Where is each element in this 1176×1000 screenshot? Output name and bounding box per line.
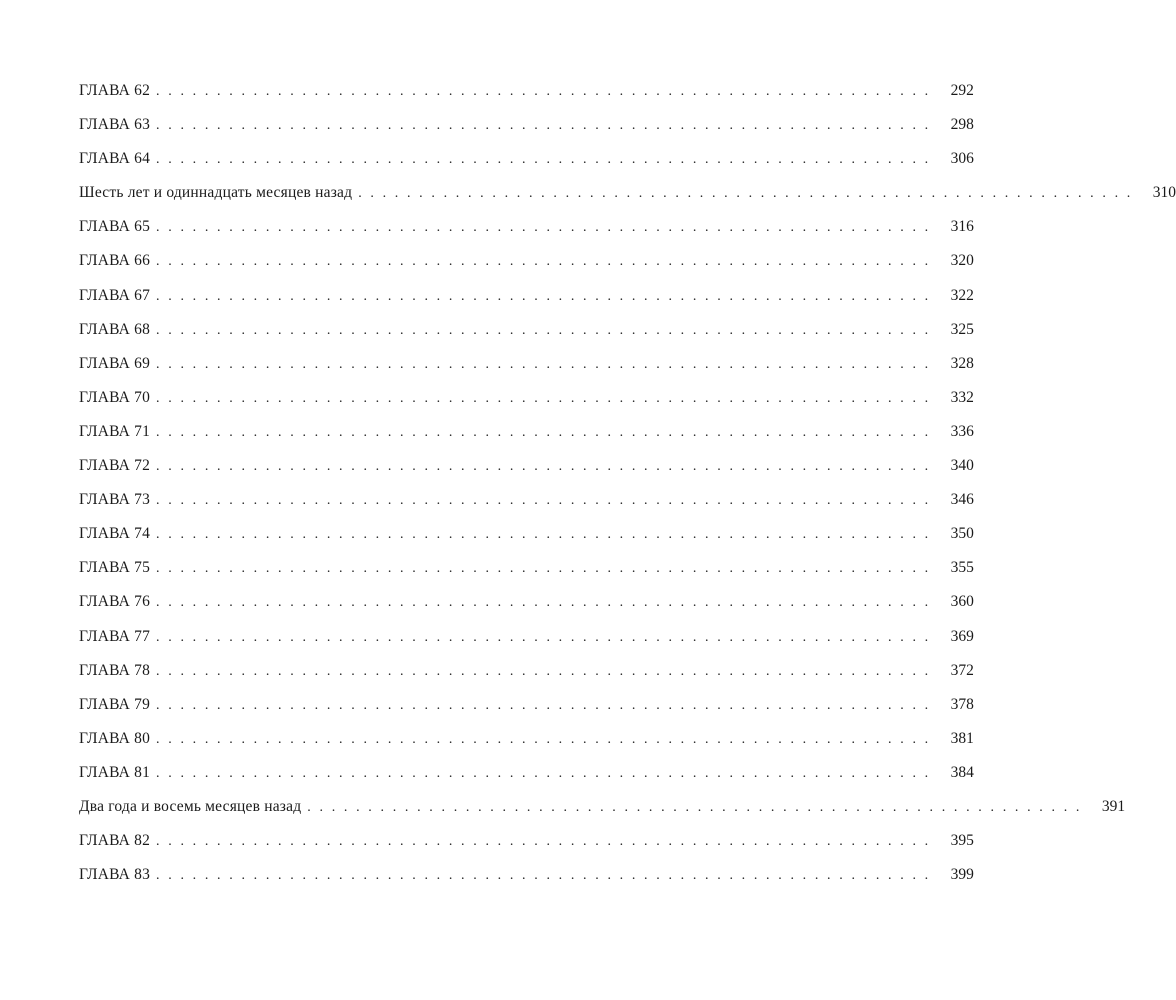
dot-leader: ................................................................ — [307, 799, 1089, 815]
toc-entry — [79, 692, 974, 726]
toc-entry-page: 298 — [950, 116, 974, 134]
dot-leader: ................................................................ — [156, 424, 937, 440]
toc-entry-title: ГЛАВА 63 — [79, 116, 151, 134]
dot-leader: ................................................................ — [156, 765, 937, 781]
toc-entry — [79, 214, 974, 248]
toc-entry — [79, 180, 1176, 214]
dot-leader: ................................................................ — [156, 561, 937, 577]
toc-entry-page: 391 — [1101, 797, 1126, 815]
dot-leader: ................................................................ — [156, 84, 937, 99]
toc-entry-page: 325 — [950, 320, 974, 338]
toc-entry — [79, 283, 974, 317]
toc-entry-title: ГЛАВА 81 — [79, 763, 151, 781]
toc-entry-title: ГЛАВА 62 — [79, 82, 151, 99]
dot-leader: ................................................................ — [156, 527, 937, 543]
toc-entry — [79, 351, 974, 385]
toc-entry — [79, 385, 974, 419]
toc-entry — [79, 589, 974, 623]
toc-entry-title: Шесть лет и одиннадцать месяцев назад — [79, 184, 353, 202]
toc-entry-title: ГЛАВА 68 — [79, 320, 151, 338]
dot-leader: ................................................................ — [156, 731, 937, 747]
toc-entry-title: ГЛАВА 75 — [79, 559, 151, 577]
toc-entry-title: ГЛАВА 70 — [79, 388, 151, 406]
toc-entry-title: ГЛАВА 65 — [79, 218, 151, 236]
toc-entry-title: ГЛАВА 77 — [79, 627, 151, 645]
toc-entry-title: Два года и восемь месяцев назад — [79, 797, 302, 815]
toc-entry-page: 360 — [950, 593, 974, 611]
dot-leader: ................................................................ — [156, 868, 937, 884]
dot-leader: ................................................................ — [156, 152, 937, 168]
dot-leader: ................................................................ — [156, 390, 937, 406]
toc-entry-title: ГЛАВА 78 — [79, 661, 151, 679]
toc-entry — [79, 248, 974, 282]
toc-entry-page: 320 — [950, 252, 974, 270]
toc-entry-page: 336 — [950, 422, 974, 440]
toc-entry-title: ГЛАВА 79 — [79, 695, 151, 713]
dot-leader: ................................................................ — [156, 118, 937, 134]
toc-entry-page: 369 — [950, 627, 974, 645]
toc-entry — [79, 760, 974, 794]
dot-leader: ................................................................ — [156, 493, 937, 509]
toc-entry-title: ГЛАВА 69 — [79, 354, 151, 372]
toc-entry-page: 306 — [950, 150, 974, 168]
dot-leader: ................................................................ — [156, 697, 937, 713]
toc-entry — [79, 487, 974, 521]
toc-entry-page: 355 — [950, 559, 974, 577]
dot-leader: ................................................................ — [358, 186, 1139, 202]
toc-entry — [79, 828, 974, 862]
dot-leader: ................................................................ — [156, 322, 937, 338]
dot-leader: ................................................................ — [156, 663, 937, 679]
toc-entry-page: 346 — [950, 491, 974, 509]
toc-entry-page: 328 — [950, 354, 974, 372]
toc-entry-page: 310 — [1152, 184, 1176, 202]
toc-entry-page: 316 — [950, 218, 974, 236]
toc-entry — [79, 453, 974, 487]
toc-entry — [79, 862, 974, 896]
toc-entry — [79, 794, 1126, 828]
toc-entry-title: ГЛАВА 66 — [79, 252, 151, 270]
dot-leader: ................................................................ — [156, 288, 937, 304]
toc-entry-page: 381 — [950, 729, 974, 747]
toc-entry-title: ГЛАВА 71 — [79, 422, 151, 440]
toc-entry-title: ГЛАВА 80 — [79, 729, 151, 747]
toc-entry-page: 340 — [950, 457, 974, 475]
toc-entry-title: ГЛАВА 74 — [79, 525, 151, 543]
toc-entry-page: 378 — [950, 695, 974, 713]
dot-leader: ................................................................ — [156, 629, 937, 645]
toc-entry-page: 332 — [950, 388, 974, 406]
toc-entry-page: 395 — [950, 832, 974, 850]
toc-entry — [79, 317, 974, 351]
toc-entry-page: 372 — [950, 661, 974, 679]
table-of-contents — [79, 78, 1176, 896]
toc-entry — [79, 658, 974, 692]
toc-entry — [79, 555, 974, 589]
dot-leader: ................................................................ — [156, 356, 937, 372]
toc-entry — [79, 521, 974, 555]
toc-entry — [79, 112, 974, 146]
toc-entry-page: 399 — [950, 866, 974, 884]
toc-entry-title: ГЛАВА 67 — [79, 286, 151, 304]
dot-leader: ................................................................ — [156, 459, 937, 475]
toc-entry-page: 292 — [950, 82, 974, 99]
toc-entry-page: 322 — [950, 286, 974, 304]
toc-entry-title: ГЛАВА 76 — [79, 593, 151, 611]
toc-entry — [79, 726, 974, 760]
dot-leader: ................................................................ — [156, 220, 937, 236]
dot-leader: ................................................................ — [156, 254, 937, 270]
toc-entry — [79, 419, 974, 453]
toc-entry-title: ГЛАВА 72 — [79, 457, 151, 475]
toc-entry-title: ГЛАВА 82 — [79, 832, 151, 850]
dot-leader: ................................................................ — [156, 834, 937, 850]
dot-leader: ................................................................ — [156, 595, 937, 611]
toc-entry-page: 350 — [950, 525, 974, 543]
toc-entry — [79, 624, 974, 658]
toc-entry — [79, 78, 974, 112]
toc-entry-title: ГЛАВА 64 — [79, 150, 151, 168]
toc-entry — [79, 146, 974, 180]
toc-entry-page: 384 — [950, 763, 974, 781]
toc-entry-title: ГЛАВА 73 — [79, 491, 151, 509]
toc-entry-title: ГЛАВА 83 — [79, 866, 151, 884]
